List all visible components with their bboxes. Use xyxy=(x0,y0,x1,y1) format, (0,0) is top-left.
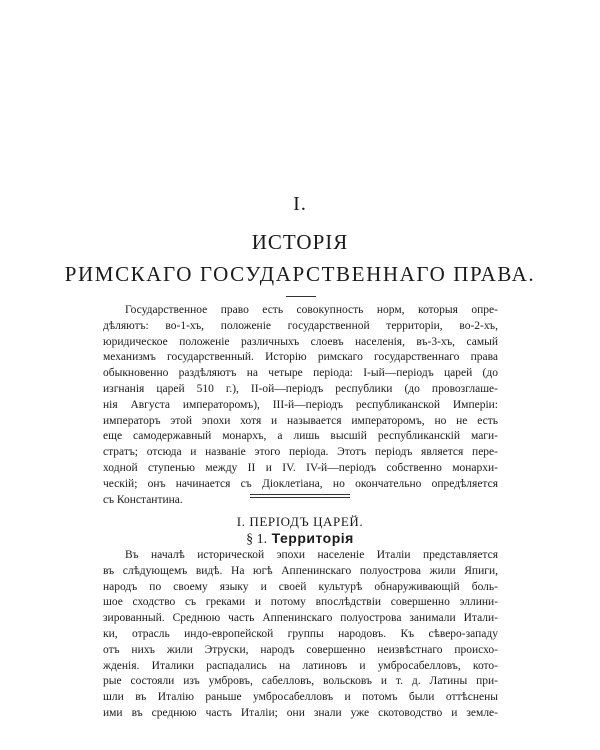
paragraph-line: изгнанія царей 510 г.), II-ой—періодъ республики (до провозглаше- xyxy=(103,382,498,395)
section-title: Территорія xyxy=(271,530,354,546)
paragraph-line: юридическое положеніе различныхъ слоевъ населенія, въ-3-хъ, самый xyxy=(103,335,498,348)
title-divider xyxy=(286,296,316,297)
paragraph-line: нія Августа императоромъ), III-й—періодъ республиканской Имперіи: xyxy=(103,398,498,411)
period-heading: I. ПЕРІОДЪ ЦАРЕЙ. xyxy=(236,514,364,529)
section-divider-bottom xyxy=(250,497,350,498)
chapter-title-line-2: РИМСКАГО ГОСУДАРСТВЕННАГО ПРАВА. xyxy=(64,262,536,286)
paragraph-line: жденія. Италики распадались на латиновъ и умбросабелловъ, кото- xyxy=(103,659,498,672)
chapter-numeral: I. xyxy=(293,193,307,215)
paragraph-line: зированный. Среднюю часть Аппенинскаго полуострова занимали Итали- xyxy=(103,612,498,625)
paragraph-line: шое сходство съ греками и потому впослѣдствіи совершенно эллини- xyxy=(103,596,498,609)
section-heading xyxy=(0,530,600,548)
paragraph-line: шли въ Италію раньше умбросабелловъ и потомъ были оттѣснены xyxy=(103,691,498,704)
paragraph-line: отъ нихъ жили Этруски, народъ совершенно неизвѣстнаго происхо- xyxy=(103,643,498,656)
paragraph-line: императоръ этой эпохи хотя и называется императоромъ, но не есть xyxy=(103,414,498,427)
intro-paragraph xyxy=(103,303,498,508)
paragraph-line: ходной ступенью между II и IV. IV-й—періодъ собственно монархи- xyxy=(103,461,498,474)
paragraph-line: народъ по своему языку и своей культурѣ обнаруживающій боль- xyxy=(103,580,498,593)
paragraph-line: ческій; онъ начинается съ Діоклетіана, но окончательно опредѣляется xyxy=(103,477,498,490)
paragraph-line: съ Константина. xyxy=(103,493,183,506)
paragraph-line: рые состояли изъ умбровъ, сабелловъ, вольсковъ и т. д. Латины при- xyxy=(103,675,498,688)
body-paragraph xyxy=(103,548,498,722)
paragraph-line: ки, отрасль индо-европейской группы народовъ. Къ сѣверо-западу xyxy=(103,627,498,640)
paragraph-line: механизмъ государственный. Исторію римскаго государственнаго права xyxy=(103,351,498,364)
paragraph-line: Государственное право есть совокупность норм, которыя опре- xyxy=(125,304,498,316)
paragraph-line: обыкновенно раздѣляютъ на четыре періода: I-ый—періодъ царей (до xyxy=(103,367,498,380)
paragraph-line: стратъ; отсюда и названіе этого періода. Этотъ періодъ является пере- xyxy=(103,446,498,459)
paragraph-line: еще самодержавный монархъ, а лишь высшій республиканскій маги- xyxy=(103,430,498,443)
section-number: § 1. xyxy=(246,532,268,547)
paragraph-line: ими въ среднюю часть Италіи; они знали уже скотоводство и земле- xyxy=(103,706,498,719)
section-divider-top xyxy=(250,494,350,495)
paragraph-line: дѣляютъ: во-1-хъ, положеніе государственной территоріи, во-2-хъ, xyxy=(103,319,498,332)
chapter-title-line-1: ИСТОРІЯ xyxy=(251,230,349,254)
paragraph-line: въ слѣдующемъ видѣ. На югѣ Аппенинскаго полуострова жили Япиги, xyxy=(103,564,498,577)
paragraph-line: Въ началѣ исторической эпохи населеніе Италіи представляется xyxy=(125,549,498,561)
